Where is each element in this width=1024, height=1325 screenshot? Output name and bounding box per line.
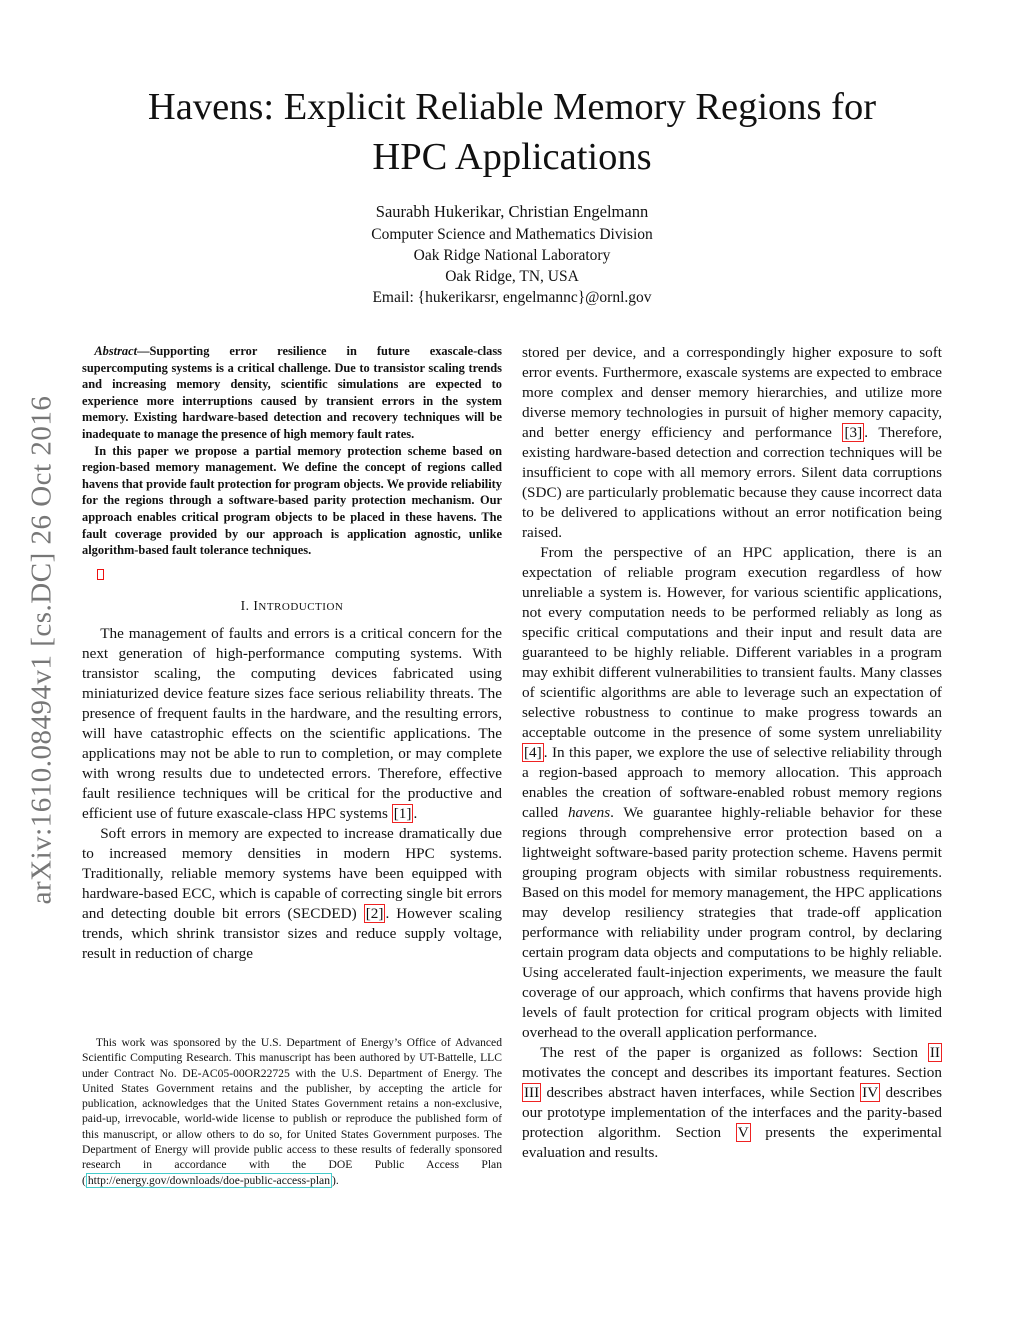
abstract-label: Abstract <box>94 344 138 358</box>
funding-footnote: This work was sponsored by the U.S. Department of Energy’s Office of Advanced Scientific Computing Research. This manuscript has been authored by UT-Battelle, LLC under Contract No. DE-AC05-00OR22725 with the U.S. Department of Energy. The United States Government retains and the publisher, by accepting the article for publication, acknowledges that the United States Government retains a non-exclusive, paid-up, irrevocable, world-wide license to publish or reproduce the published form of this manuscript, or allow others to do so, for United States Government purposes. The Department of Energy will provide public access to these results of federally sponsored research in accordance with the DOE Public Access Plan ( http://energy.gov/downloads/doe-public-access-plan ). <box>82 1036 502 1187</box>
arxiv-identifier-text: arXiv:1610.08494v1 [cs.DC] 26 Oct 2016 <box>25 395 58 905</box>
paper-title <box>80 82 944 182</box>
section-link-iii[interactable]: III <box>524 1084 540 1101</box>
section-number: I. <box>240 597 250 613</box>
author-lab: Oak Ridge National Laboratory <box>413 247 611 264</box>
abstract-paragraph-2: In this paper we propose a partial memory protection scheme based on region-based memory management. We define the concept of regions called havens that provide fault protection for program objects. We provide reliability for the regions through a software-based parity protection mechanism. Our approach enables critical program objects to be placed in these havens. The fault coverage provided by our approach is application agnostic, unlike algorithm-based fault tolerance techniques. <box>82 443 502 558</box>
havens-term: havens <box>567 804 611 821</box>
section-title-rest: NTRODUCTION <box>258 600 344 613</box>
citation-link-4[interactable]: [4] <box>524 744 542 761</box>
abstract-paragraph-1: Abstract—Supporting error resilience in future exascale-class supercomputing systems is a critical challenge. Due to transistor scaling trends and increasing memory density, scientific simulations are expected to experience more interruptions caused by transient errors in the system memory. Existing hardware-based detection and recovery techniques will be inadequate to manage the presence of high memory fault rates. <box>82 344 502 441</box>
section-link-v[interactable]: V <box>737 1124 749 1141</box>
author-division: Computer Science and Mathematics Division <box>371 226 653 243</box>
section-link-iv[interactable]: IV <box>862 1084 879 1101</box>
intro-paragraph-2: Soft errors in memory are expected to increase dramatically due to increased memory densities in modern HPC systems. Traditionally, reliable memory systems have been equipped with hardware-based ECC, which is capable of correcting single bit errors and detecting double bit errors (SECDED) [2] . However scaling trends, which shrink transistor sizes and reduce supply voltage, result in reduction of charge <box>82 824 503 962</box>
intro-paragraph-1: The management of faults and errors is a critical concern for the next generation of high-performance computing systems. With transistor scaling, the computing devices fabricated using miniaturized device feature sizes face serious reliability threats. The presence of frequent faults in the hardware, and the resulting errors, will have catastrophic effects on the scientific applications. The applications may not be able to run to completion, or may complete with wrong results due to undetected errors. Therefore, effective fault resilience techniques will be critical for the productive and efficient use of future exascale-class HPC systems [1] . <box>82 624 502 822</box>
citation-link-2[interactable]: [2] <box>365 904 384 922</box>
right-paragraph-3: The rest of the paper is organized as follows: Section II motivates the concept and describes its important features. Section III describes abstract haven interfaces, while Section IV describes our prototype implementation of the interfaces and the parity-based protection algorithm. Section V presents the experimental evaluation and results. <box>522 1044 942 1161</box>
title-line-2: HPC Applications <box>372 136 652 178</box>
author-names: Saurabh Hukerikar, Christian Engelmann <box>375 202 649 221</box>
doe-access-plan-link[interactable]: http://energy.gov/downloads/doe-public-access-plan <box>87 1173 330 1187</box>
section-heading-introduction: I. INTRODUCTION <box>240 597 344 613</box>
citation-link-1[interactable]: [1] <box>393 804 412 822</box>
right-paragraph-1: stored per device, and a correspondingly higher exposure to soft error events. Furthermore, exascale systems are expected to embrace more complex and denser memory hierarchies, and utilize more diverse memory technologies in pursuit of higher memory capacity, and better energy efficiency and performance [3] . Therefore, existing hardware-based detection and correction techniques will be insufficient to cope with all memory errors. Silent data corruptions (SDC) are particularly problematic because they cause incorrect data to be delivered to applications without an error notification being raised. <box>522 344 943 541</box>
left-column <box>82 343 502 964</box>
author-location: Oak Ridge, TN, USA <box>445 268 579 285</box>
introduction-body-left <box>82 624 502 964</box>
title-line-1: Havens: Explicit Reliable Memory Regions for <box>147 86 877 128</box>
right-column <box>522 343 942 1163</box>
arxiv-identifier <box>20 350 64 950</box>
section-link-ii[interactable]: II <box>929 1044 940 1061</box>
author-email: Email: {hukerikarsr, engelmannc}@ornl.gov <box>372 289 652 306</box>
abstract <box>82 343 502 559</box>
citation-link-3[interactable]: [3] <box>844 424 863 441</box>
right-paragraph-2: From the perspective of an HPC application, there is an expectation of reliable program execution regardless of how unreliable a system is. However, for various scientific applications, not every computation needs to be performed reliably as long as specific critical computations and their input and result data are guaranteed to be highly reliable. Different variables in a program may exhibit different vulnerabilities to transient faults. Many classes of scientific algorithms are able to leverage such an expectation of selective robustness to continue to make progress towards an acceptable outcome in the presence of some system unreliability [4] . In this paper, we explore the use of selective reliability through a region-based approach to memory allocation. This approach enables the creation of software-enabled robust memory regions called havens. We guarantee highly-reliable behavior for these regions through comprehensive error protection based on a lightweight software-based parity protection scheme. Havens permit grouping program objects with similar robustness requirements. Based on this model for memory management, the HPC applications may develop resiliency strategies that trade-off application performance with reliability under program control, by declaring certain program data objects and computations to be highly reliable. Using accelerated fault-injection experiments, we measure the fault coverage of our approach, which confirms that havens provide high levels of fault protection for critical program objects with limited overhead to the overall application performance. <box>522 544 942 1041</box>
author-block <box>80 200 944 308</box>
annotation-marker <box>97 569 104 580</box>
